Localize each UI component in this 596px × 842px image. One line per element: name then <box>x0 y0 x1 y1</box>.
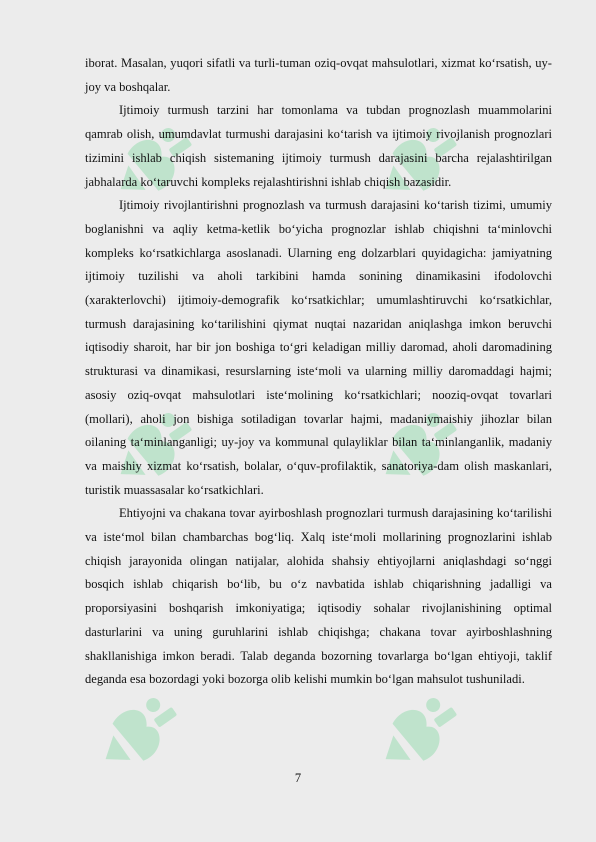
paragraph: Ijtimoiy turmush tarzini har tomonlama va tubdan prognozlash muammolarini qamrab olish, umumdavlat turmushi darajasini ko‘tarish va ijtimoiy rivojlanish prognozlari tizimini ishlab chiqish sistemaning ijtimoiy turmush darajasini barcha rejalashtirilgan jabhalarda ko‘taruvchi kompleks rejalashtirishni ishlab chiqish bazasidir. <box>85 103 552 189</box>
paragraph-continuation: iborat. Masalan, yuqori sifatli va turli-tuman oziq-ovqat mahsulotlari, xizmat ko‘rsatish, uy-joy va boshqalar. <box>85 56 552 94</box>
paragraph: Ijtimoiy rivojlantirishni prognozlash va turmush darajasini ko‘tarish tizimi, umumiy boglanishni va aqliy ketma-ketlik bo‘yicha prognozlar ishlab chiqishni ta‘minlovchi kompleks ko‘rsatkichlarga asoslanadi. Ularning eng dolzarblari quyidagicha: jamiyatning ijtimoiy tuzilishi va aholi tarkibini hamda sonining dinamikasini ifodolovchi (xarakterlovchi) ijtimoiy-demografik ko‘rsatkichlar; umumlashtiruvchi ko‘rsatkichlar, turmush darajasining ko‘tarilishini qiymat nuqtai nazaridan aniqlashga imkon beruvchi iqtisodiy sharoit, har bir jon boshiga to‘gri keladigan milliy daromad, aholi daromadining strukturasi va dinamikasi, resurslarning iste‘moli va ularning milliy daromaddagi hajmi; asosiy oziq-ovqat mahsulotlari iste‘molining ko‘rsatkichlari; nooziq-ovqat tovarlari (mollari), aholi jon bishiga sotiladigan tovarlar hajmi, madaniymaishiy jihozlar bilan oilaning ta‘minlanganligi; uy-joy va kommunal qulayliklar bilan ta‘minlanganlik, madaniy va maishiy xizmat ko‘rsatish, bolalar, o‘quv-profilaktik, sanatoriya-dam olish maskanlari, turistik muassasalar ko‘rsatkichlari. <box>85 198 552 497</box>
document-body <box>85 52 552 692</box>
page-number: 7 <box>294 771 302 785</box>
paragraph: Ehtiyojni va chakana tovar ayirboshlash prognozlari turmush darajasining ko‘tarilishi va iste‘mol bilan chambarchas bog‘liq. Xalq iste‘moli mollarining prognozlarini ishlab chiqish jarayonida olingan natijalar, alohida shahsiy ehtiyojlarni aniqlashdagi so‘nggi bosqich ishlab chiqarish bo‘lib, bu o‘z navbatida ishlab chiqarishning jadalligi va proporsiyasini boshqarish imkoniyatiga; iqtisodiy sohalar rivojlanishining optimal dasturlarini va uning guruhlarini ishlab chiqishga; chakana tovar ayirboshlashning shakllanishiga imkon beradi. Talab deganda bozorning tovarlarga bo‘lgan ehtiyoji, taklif deganda esa bozordagi yoki bozorga olib kelishi mumkin bo‘lgan mahsulot tushuniladi. <box>85 506 552 687</box>
